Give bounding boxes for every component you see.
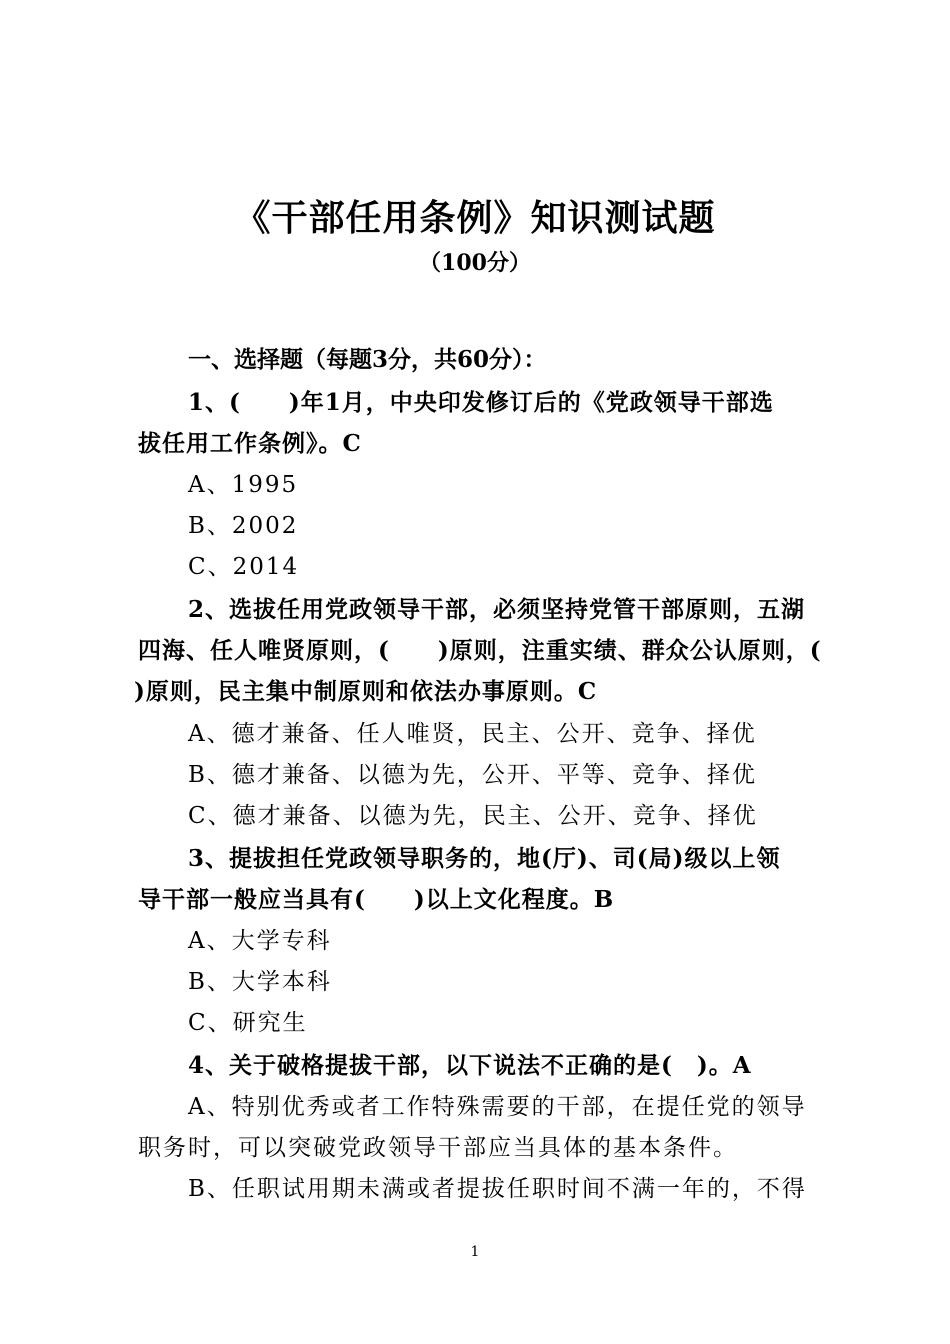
question-1-line-1: 1、( )年1月，中央印发修订后的《党政领导干部选 — [188, 389, 774, 416]
question-2-option-c: C、德才兼备、以德为先，民主、公开、竞争、择优 — [188, 803, 758, 829]
question-2-line-1: 2、选拔任用党政领导干部，必须坚持党管干部原则，五湖 — [188, 596, 806, 623]
question-4-option-a-line-1: A、特别优秀或者工作特殊需要的干部，在提任党的领导 — [188, 1094, 807, 1120]
question-1-option-b: B、2002 — [188, 513, 299, 539]
document-title: 《干部任用条例》知识测试题 — [234, 197, 716, 239]
question-2-option-b: B、德才兼备、以德为先，公开、平等、竞争、择优 — [188, 762, 757, 788]
question-3-option-a: A、大学专科 — [188, 928, 332, 954]
question-3-option-b: B、大学本科 — [188, 969, 332, 995]
question-3-line-2: 导干部一般应当具有( )以上文化程度。B — [138, 886, 615, 913]
question-4-option-b-line-1: B、任职试用期未满或者提拔任职时间不满一年的，不得 — [188, 1176, 807, 1202]
question-1-line-2: 拔任用工作条例》。C — [138, 430, 362, 457]
question-2-line-2: 四海、任人唯贤原则，( )原则，注重实绩、群众公认原则，( — [138, 637, 822, 664]
question-1-option-a: A、1995 — [188, 472, 299, 498]
question-2-line-3: )原则，民主集中制原则和依法办事原则。C — [134, 678, 598, 705]
question-2-option-a: A、德才兼备、任人唯贤，民主、公开、竞争、择优 — [188, 721, 757, 747]
question-3-line-1: 3、提拔担任党政领导职务的，地(厅)、司(局)级以上领 — [188, 845, 781, 872]
question-4-option-a-line-2: 职务时，可以突破党政领导干部应当具体的基本条件。 — [138, 1135, 738, 1161]
page-number: 1 — [470, 1244, 480, 1260]
question-4-line-1: 4、关于破格提拔干部，以下说法不正确的是( )。A — [188, 1052, 752, 1079]
question-3-option-c: C、研究生 — [188, 1010, 308, 1036]
question-1-option-c: C、2014 — [188, 554, 300, 580]
document-subtitle: （100分） — [419, 250, 531, 276]
section-heading: 一、选择题（每题3分，共60分）： — [188, 346, 547, 373]
